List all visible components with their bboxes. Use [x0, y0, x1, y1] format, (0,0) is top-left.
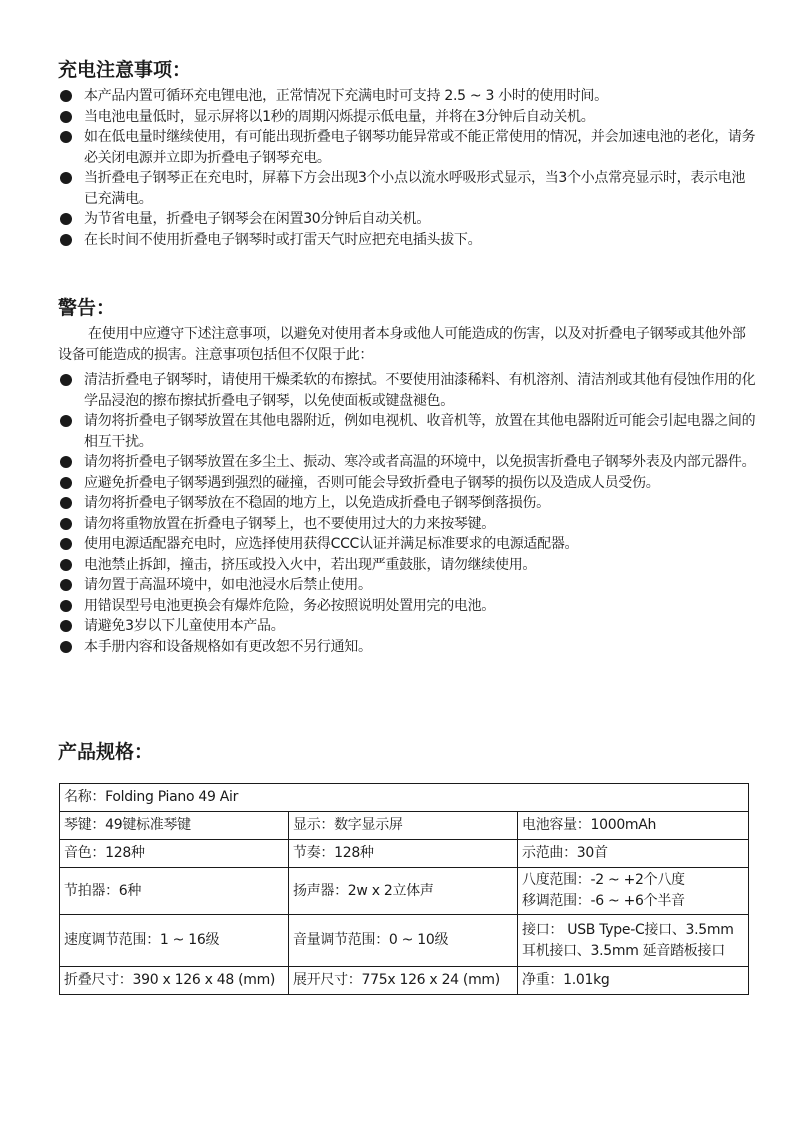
list-item: 如在低电量时继续使用，有可能出现折叠电子钢琴功能异常或不能正常使用的情况，并会加速电池的老化，请务必关闭电源并立即为折叠电子钢琴充电。: [58, 127, 758, 168]
table-row: [60, 812, 749, 840]
bullet-icon: [60, 641, 72, 653]
charging-heading: 充电注意事项：: [58, 59, 192, 81]
bullet-icon: [60, 538, 72, 550]
bullet-icon: [60, 600, 72, 612]
list-item: 清洁折叠电子钢琴时，请使用干燥柔软的布擦拭。不要使用油漆稀料、有机溶剂、清洁剂或其他有侵蚀作用的化学品浸泡的擦布擦拭折叠电子钢琴，以免使面板或键盘褪色。: [58, 370, 758, 411]
table-row: [60, 868, 749, 915]
charging-list: [58, 86, 758, 250]
list-item: 请勿置于高温环境中，如电池浸水后禁止使用。: [58, 575, 758, 596]
charging-section: [58, 58, 758, 250]
list-item: 请勿将折叠电子钢琴放在不稳固的地方上，以免造成折叠电子钢琴倒落损伤。: [58, 493, 758, 514]
bullet-icon: [60, 559, 72, 571]
list-item: 本手册内容和设备规格如有更改恕不另行通知。: [58, 637, 758, 658]
list-item: 请勿将折叠电子钢琴放置在其他电器附近，例如电视机、收音机等，放置在其他电器附近可能会引起电器之间的相互干扰。: [58, 411, 758, 452]
table-cell: 电池容量：1000mAh: [518, 812, 749, 840]
table-cell: 琴键：49键标准琴键: [60, 812, 289, 840]
list-item: 请勿将重物放置在折叠电子钢琴上，也不要使用过大的力来按琴键。: [58, 514, 758, 535]
table-cell: 显示：数字显示屏: [289, 812, 518, 840]
bullet-icon: [60, 90, 72, 102]
table-cell: [518, 868, 749, 915]
list-item: 应避免折叠电子钢琴遇到强烈的碰撞，否则可能会导致折叠电子钢琴的损伤以及造成人员受伤。: [58, 473, 758, 494]
warning-list: [58, 370, 758, 657]
list-item: 当折叠电子钢琴正在充电时，屏幕下方会出现3个小点以流水呼吸形式显示，当3个小点常亮显示时，表示电池已充满电。: [58, 168, 758, 209]
bullet-icon: [60, 518, 72, 530]
spec-name-cell: 名称：Folding Piano 49 Air: [60, 784, 749, 812]
bullet-icon: [60, 131, 72, 143]
table-row: [60, 784, 749, 812]
table-cell: 节拍器：6种: [60, 868, 289, 915]
table-cell: 折叠尺寸：390 x 126 x 48 (mm): [60, 967, 289, 995]
cell-line: 移调范围：-6 ~ +6个半音: [522, 893, 685, 909]
bullet-icon: [60, 620, 72, 632]
specs-section: [58, 740, 758, 768]
bullet-icon: [60, 497, 72, 509]
table-cell: [518, 915, 749, 967]
list-item: 在长时间不使用折叠电子钢琴时或打雷天气时应把充电插头拔下。: [58, 230, 758, 251]
cell-line: 接口： USB Type-C接口、3.5mm: [522, 921, 734, 938]
bullet-icon: [60, 579, 72, 591]
bullet-icon: [60, 456, 72, 468]
bullet-icon: [60, 172, 72, 184]
list-item: 本产品内置可循环充电锂电池，正常情况下充满电时可支持 2.5 ~ 3 小时的使用时间。: [58, 86, 758, 107]
table-cell: 示范曲：30首: [518, 840, 749, 868]
table-row: [60, 967, 749, 995]
table-row: [60, 840, 749, 868]
list-item: 请避免3岁以下儿童使用本产品。: [58, 616, 758, 637]
specs-heading: 产品规格：: [58, 741, 154, 763]
table-cell: 节奏：128种: [289, 840, 518, 868]
bullet-icon: [60, 477, 72, 489]
bullet-icon: [60, 234, 72, 246]
table-cell: 音色：128种: [60, 840, 289, 868]
table-cell: 音量调节范围：0 ~ 10级: [289, 915, 518, 967]
warning-section: [58, 296, 758, 657]
specs-table: [59, 783, 749, 995]
list-item: 用错误型号电池更换会有爆炸危险，务必按照说明处置用完的电池。: [58, 596, 758, 617]
list-item: 请勿将折叠电子钢琴放置在多尘土、振动、寒冷或者高温的环境中，以免损害折叠电子钢琴外表及内部元器件。: [58, 452, 758, 473]
cell-line: 八度范围：-2 ~ +2个八度: [522, 872, 685, 888]
list-item: 当电池电量低时，显示屏将以1秒的周期闪烁提示低电量，并将在3分钟后自动关机。: [58, 107, 758, 128]
list-item: 电池禁止拆卸，撞击，挤压或投入火中，若出现严重鼓胀，请勿继续使用。: [58, 555, 758, 576]
cell-line: 耳机接口、3.5mm 延音踏板接口: [522, 942, 725, 959]
bullet-icon: [60, 213, 72, 225]
warning-intro: 在使用中应遵守下述注意事项，以避免对使用者本身或他人可能造成的伤害，以及对折叠电子钢琴或其他外部设备可能造成的损害。注意事项包括但不仅限于此：: [58, 326, 746, 363]
list-item: 为节省电量，折叠电子钢琴会在闲置30分钟后自动关机。: [58, 209, 758, 230]
table-cell: 展开尺寸：775x 126 x 24 (mm): [289, 967, 518, 995]
table-row: [60, 915, 749, 967]
bullet-icon: [60, 374, 72, 386]
bullet-icon: [60, 415, 72, 427]
table-cell: 净重：1.01kg: [518, 967, 749, 995]
list-item: 使用电源适配器充电时，应选择使用获得CCC认证并满足标准要求的电源适配器。: [58, 534, 758, 555]
table-cell: 扬声器：2w x 2立体声: [289, 868, 518, 915]
warning-heading: 警告：: [58, 297, 116, 319]
table-cell: 速度调节范围：1 ~ 16级: [60, 915, 289, 967]
bullet-icon: [60, 111, 72, 123]
